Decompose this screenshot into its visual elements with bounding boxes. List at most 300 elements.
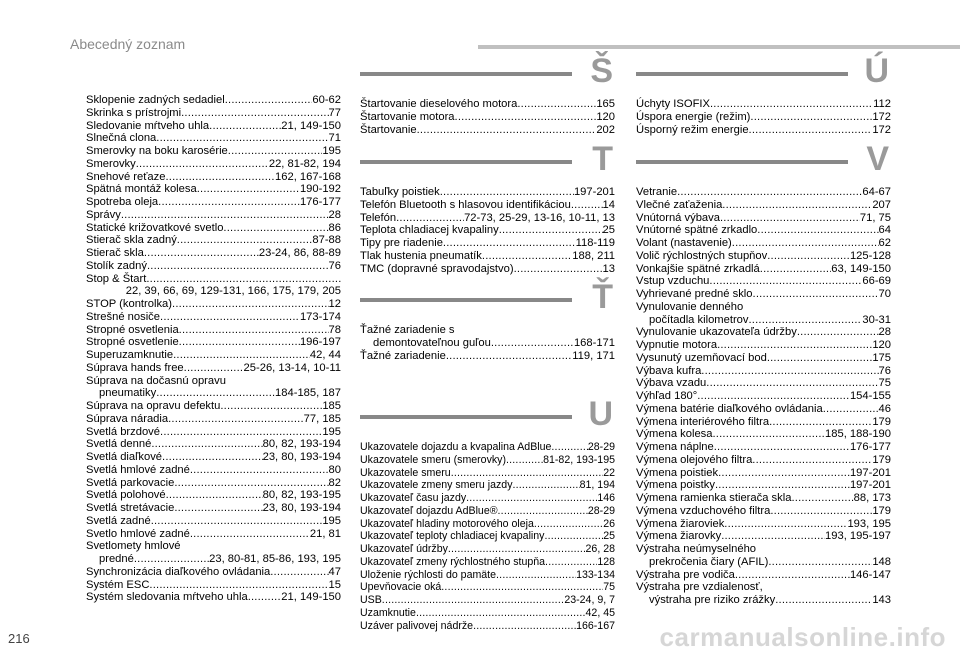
index-entry-label: Vlečné zaťaženia bbox=[636, 198, 723, 211]
index-entry-label: Výmena náplne bbox=[636, 441, 714, 453]
index-entry-pages: 28 bbox=[328, 208, 341, 221]
leader-dots bbox=[147, 260, 329, 273]
index-entry-pages: 62 bbox=[878, 237, 891, 249]
leader-dots bbox=[466, 492, 597, 505]
index-entry bbox=[360, 350, 615, 363]
index-entry bbox=[86, 222, 341, 235]
leader-dots bbox=[768, 556, 872, 569]
leader-dots bbox=[149, 579, 328, 592]
section-header bbox=[360, 52, 615, 98]
index-entry-label: Štartovanie dieselového motora bbox=[360, 98, 518, 110]
index-entry-pages-continued: 22, 39, 66, 69, 129-131, 166, 175, 179, 205 bbox=[125, 285, 341, 298]
index-entry bbox=[636, 441, 891, 454]
index-entry-pages: 21, 149-150 bbox=[281, 591, 341, 604]
leader-dots bbox=[717, 339, 872, 352]
leader-dots bbox=[506, 454, 543, 467]
index-entry-label: Výmena žiaroviek bbox=[636, 517, 725, 530]
leader-dots bbox=[160, 426, 322, 439]
index-entry-label: Výmena interiérového filtra bbox=[636, 415, 770, 428]
leader-dots bbox=[770, 505, 872, 518]
index-entry bbox=[636, 403, 891, 416]
index-column-1 bbox=[86, 94, 341, 604]
index-entry-label: Stierač skla bbox=[86, 247, 144, 259]
index-entry-pages: 21, 81 bbox=[309, 527, 341, 540]
leader-dots bbox=[451, 467, 604, 480]
index-entry-label: Výstraha pre vodiča bbox=[636, 568, 735, 581]
index-entry-pages: 146 bbox=[597, 492, 615, 504]
index-entry bbox=[360, 111, 615, 124]
index-entry-pages: 143 bbox=[872, 594, 891, 606]
section-divider-line bbox=[360, 160, 572, 164]
index-entry-heading: Výstraha pre vzdialenosť, bbox=[636, 581, 763, 594]
index-entry-pages: 78 bbox=[328, 323, 341, 336]
index-entry-pages: 42, 45 bbox=[585, 606, 615, 619]
section-letter: Ť bbox=[592, 278, 613, 316]
index-entry-label: Upevňovacie oká bbox=[360, 581, 442, 594]
index-entry-pages: 88, 173 bbox=[853, 492, 891, 504]
index-section bbox=[360, 52, 615, 136]
index-entry-label: Vonkajšie spätné zrkadlá bbox=[636, 262, 760, 275]
index-entry bbox=[360, 467, 615, 480]
leader-dots bbox=[223, 222, 328, 235]
index-entry-pages: 23-24, 9, 7 bbox=[564, 594, 615, 606]
index-entry bbox=[86, 273, 341, 286]
leader-dots bbox=[791, 492, 853, 505]
index-entry-label: Ukazovateľ zmeny rýchlostného stupňa bbox=[360, 555, 546, 568]
section-header bbox=[636, 52, 891, 98]
index-entry-pages: 207 bbox=[872, 198, 891, 211]
index-entry bbox=[360, 594, 615, 607]
leader-dots bbox=[706, 377, 878, 390]
index-entry-label: Tipy pre riadenie bbox=[360, 237, 443, 249]
index-entry-label: Ukazovateľ dojazdu AdBlue® bbox=[360, 504, 498, 517]
leader-dots bbox=[713, 428, 826, 441]
index-entry bbox=[636, 492, 891, 505]
section-header bbox=[360, 278, 615, 324]
index-entry-label: Vnútorné spätné zrkadlo bbox=[636, 224, 758, 237]
index-entry-heading: Vynulovanie denného bbox=[636, 300, 744, 313]
index-entry bbox=[636, 518, 891, 531]
leader-dots bbox=[173, 349, 310, 362]
index-entry-label: počítadla kilometrov bbox=[649, 313, 749, 326]
index-entry bbox=[636, 377, 891, 390]
index-entry bbox=[360, 124, 615, 137]
index-entry bbox=[636, 224, 891, 237]
leader-dots bbox=[499, 224, 603, 237]
index-entry bbox=[636, 186, 891, 199]
section-header bbox=[360, 140, 615, 186]
index-entry-pages: 190-192 bbox=[299, 183, 341, 196]
index-entry-pages: 22, 81-82, 194 bbox=[268, 157, 341, 170]
index-entry-label: Skrinka s prístrojmi bbox=[86, 106, 182, 119]
index-entry bbox=[86, 528, 341, 541]
index-entry bbox=[360, 581, 615, 594]
index-entry bbox=[636, 275, 891, 288]
index-entry-label: Tabuľky poistiek bbox=[360, 186, 440, 198]
section-entries bbox=[636, 98, 891, 136]
index-entry-label: Stierač skla zadný bbox=[86, 234, 177, 247]
index-entry-label: Stropné osvetlenia bbox=[86, 323, 179, 336]
index-entry-label: pneumatiky bbox=[99, 387, 157, 400]
index-entry-label: Úsporný režim energie bbox=[636, 123, 749, 136]
leader-dots bbox=[121, 209, 329, 222]
leader-dots bbox=[767, 352, 873, 365]
index-entry-pages: 28 bbox=[878, 326, 891, 339]
leader-dots bbox=[551, 441, 587, 454]
leader-dots bbox=[749, 124, 873, 137]
index-entry bbox=[86, 158, 341, 171]
index-entry bbox=[360, 237, 615, 250]
index-entry-heading: Ťažné zariadenie s bbox=[360, 324, 455, 336]
index-entry-pages: 15 bbox=[328, 578, 341, 591]
leader-dots bbox=[534, 518, 603, 531]
index-entry bbox=[636, 263, 891, 276]
index-entry-pages: 133-134 bbox=[576, 568, 615, 581]
index-entry-label: prekročenia čiary (AFIL) bbox=[649, 555, 769, 568]
leader-dots bbox=[146, 273, 341, 286]
index-entry bbox=[86, 515, 341, 528]
watermark: carmanualsonline.info bbox=[659, 622, 946, 652]
leader-dots bbox=[162, 451, 263, 464]
index-entry-pages: 66-69 bbox=[862, 275, 891, 288]
index-entry-label: Súprava hands free bbox=[86, 361, 184, 374]
index-entry-label: Súprava náradia bbox=[86, 412, 169, 425]
index-entry-pages: 22 bbox=[603, 466, 615, 479]
index-entry-label: demontovateľnou guľou bbox=[373, 336, 491, 349]
leader-dots bbox=[496, 569, 576, 582]
index-entry-label: Stop & Štart bbox=[86, 272, 147, 285]
index-entry bbox=[86, 553, 341, 566]
index-entry-label: Štartovanie motora bbox=[360, 110, 455, 123]
index-entry bbox=[86, 311, 341, 324]
leader-dots bbox=[440, 186, 574, 199]
index-entry bbox=[636, 530, 891, 543]
index-entry bbox=[86, 477, 341, 490]
index-entry-pages: 75 bbox=[878, 377, 891, 390]
index-entry-pages: 193, 195-197 bbox=[825, 530, 891, 543]
index-entry-label: Výmena vzduchového filtra bbox=[636, 504, 771, 517]
index-entry-label: Statické križovatkové svetlo bbox=[86, 221, 224, 234]
index-entry-label: Výmena batérie diaľkového ovládania bbox=[636, 402, 823, 415]
leader-dots bbox=[714, 441, 850, 454]
leader-dots bbox=[517, 98, 596, 111]
section-header bbox=[360, 395, 615, 441]
index-entry-label: Vysunutý uzemňovací bod bbox=[636, 351, 767, 364]
index-entry-pages: 26, 28 bbox=[585, 543, 615, 555]
index-entry bbox=[360, 505, 615, 518]
index-entry-label: STOP (kontrolka) bbox=[86, 298, 173, 310]
index-section bbox=[360, 278, 615, 362]
index-entry-pages: 128 bbox=[597, 555, 615, 568]
index-entry bbox=[636, 339, 891, 352]
index-entry bbox=[360, 607, 615, 620]
leader-dots bbox=[168, 413, 304, 426]
index-entry bbox=[360, 454, 615, 467]
leader-dots bbox=[179, 336, 300, 349]
index-entry bbox=[636, 416, 891, 429]
section-letter: Ú bbox=[864, 52, 889, 90]
index-entry-label: výstraha pre riziko zrážky bbox=[649, 594, 776, 606]
index-entry-pages: 81, 194 bbox=[579, 479, 615, 492]
index-entry-label: Výmena poistky bbox=[636, 479, 715, 492]
index-entry bbox=[636, 111, 891, 124]
index-entry bbox=[86, 579, 341, 592]
index-entry-label: Tlak hustenia pneumatík bbox=[360, 249, 482, 262]
leader-dots bbox=[701, 365, 878, 378]
leader-dots bbox=[677, 186, 862, 199]
index-entry bbox=[86, 196, 341, 209]
section-entries bbox=[360, 441, 615, 632]
leader-dots bbox=[760, 263, 832, 276]
index-entry bbox=[86, 362, 341, 375]
index-entry-label: Ukazovateľ času jazdy bbox=[360, 492, 467, 504]
leader-dots bbox=[767, 250, 850, 263]
index-entry bbox=[636, 454, 891, 467]
index-entry-pages: 188, 211 bbox=[572, 249, 615, 262]
leader-dots bbox=[177, 234, 313, 247]
section-divider-line bbox=[360, 415, 572, 419]
section-divider-line bbox=[360, 72, 572, 76]
index-entry-label: Ukazovateľ teploty chladiacej kvapaliny bbox=[360, 530, 545, 543]
index-entry-label: Svetlo hmlové zadné bbox=[86, 527, 190, 540]
index-entry-pages: 166-167 bbox=[576, 619, 615, 632]
leader-dots bbox=[514, 263, 603, 276]
index-entry-label: Snehové reťaze bbox=[86, 170, 166, 183]
index-entry-pages: 23-24, 86, 88-89 bbox=[258, 247, 341, 259]
index-entry-pages: 46 bbox=[878, 402, 891, 415]
index-entry-label: Stropné osvetlenie bbox=[86, 336, 179, 349]
index-entry-pages: 120 bbox=[596, 110, 615, 123]
section-letter: U bbox=[588, 395, 613, 433]
index-entry bbox=[86, 489, 341, 502]
index-entry-pages: 82 bbox=[328, 476, 341, 489]
leader-dots bbox=[749, 314, 863, 327]
index-entry-label: Súprava na opravu defektu bbox=[86, 400, 221, 412]
index-entry-pages: 64 bbox=[878, 224, 891, 237]
section-entries bbox=[636, 186, 891, 607]
index-entry-label: Svetlá polohové bbox=[86, 489, 166, 502]
index-entry-label: Svetlá parkovacie bbox=[86, 476, 175, 489]
leader-dots bbox=[225, 94, 313, 107]
index-entry-pages: 146-147 bbox=[849, 568, 891, 581]
index-entry-pages: 81-82, 193-195 bbox=[543, 453, 615, 466]
index-entry-pages: 176-177 bbox=[849, 441, 891, 453]
index-entry-pages: 25 bbox=[603, 530, 615, 543]
index-entry bbox=[636, 326, 891, 339]
index-entry-label: Uloženie rýchlosti do pamäte bbox=[360, 568, 497, 581]
index-entry bbox=[636, 505, 891, 518]
index-entry-pages: 162, 167-168 bbox=[275, 170, 341, 183]
index-entry-pages: 72-73, 25-29, 13-16, 10-11, 13 bbox=[464, 211, 615, 224]
index-entry-pages: 165 bbox=[596, 98, 615, 110]
index-entry bbox=[86, 247, 341, 260]
index-entry bbox=[86, 94, 341, 107]
index-entry-pages: 23, 80, 193-194 bbox=[262, 502, 341, 514]
index-entry-label: Svetlá zadné bbox=[86, 514, 151, 527]
index-entry-pages: 197-201 bbox=[573, 186, 615, 198]
index-entry-pages: 197-201 bbox=[849, 479, 891, 492]
index-entry-label: Uzamknutie bbox=[360, 606, 416, 619]
leader-dots bbox=[179, 324, 329, 337]
index-entry-pages: 197-201 bbox=[849, 466, 891, 479]
index-entry bbox=[636, 569, 891, 582]
leader-dots bbox=[158, 196, 300, 209]
leader-dots bbox=[382, 594, 565, 607]
index-entry-pages: 77, 185 bbox=[303, 412, 341, 425]
index-entry-pages: 195 bbox=[322, 145, 341, 157]
index-entry-pages: 119, 171 bbox=[572, 349, 615, 362]
index-entry bbox=[86, 145, 341, 158]
leader-dots bbox=[722, 199, 872, 212]
index-entry bbox=[636, 352, 891, 365]
index-entry-pages: 185, 188-190 bbox=[825, 428, 891, 441]
index-entry-pages: 175 bbox=[872, 351, 891, 364]
index-entry-label: Výmena olejového filtra bbox=[636, 453, 753, 466]
leader-dots bbox=[823, 403, 879, 416]
index-entry-label: Výmena kolesa bbox=[636, 428, 713, 441]
leader-dots bbox=[220, 400, 322, 413]
index-section bbox=[636, 140, 891, 607]
index-entry bbox=[86, 120, 341, 133]
leader-dots bbox=[718, 467, 850, 480]
index-entry-pages: 63, 149-150 bbox=[831, 262, 891, 275]
index-entry-pages: 185 bbox=[322, 400, 341, 412]
index-entry-label: Stolík zadný bbox=[86, 259, 147, 272]
leader-dots bbox=[482, 250, 572, 263]
index-entry-label: Vyhrievané predné sklo bbox=[636, 288, 753, 300]
index-entry-label: Superuzamknutie bbox=[86, 349, 174, 361]
index-entry bbox=[360, 518, 615, 531]
index-entry-label: predné bbox=[99, 553, 134, 565]
index-entry bbox=[86, 209, 341, 222]
leader-dots bbox=[151, 438, 262, 451]
leader-dots bbox=[443, 237, 576, 250]
leader-dots bbox=[441, 581, 603, 594]
index-entry-label: TMC (dopravné spravodajstvo) bbox=[360, 262, 514, 275]
index-entry-label: Štartovanie bbox=[360, 123, 417, 136]
index-entry bbox=[86, 451, 341, 464]
index-entry bbox=[86, 183, 341, 196]
index-entry-label: Telefón Bluetooth s hlasovou identifikáciou bbox=[360, 198, 571, 211]
index-entry-pages: 14 bbox=[602, 198, 615, 211]
leader-dots bbox=[455, 111, 597, 124]
index-entry bbox=[360, 199, 615, 212]
index-entry-label: Výmena ramienka stierača skla bbox=[636, 492, 792, 504]
index-entry-label: Výmena poistiek bbox=[636, 466, 719, 479]
section-divider-line bbox=[636, 72, 848, 76]
leader-dots bbox=[498, 505, 588, 518]
section-letter: V bbox=[866, 140, 889, 178]
index-entry bbox=[360, 263, 615, 276]
index-entry bbox=[86, 438, 341, 451]
index-entry bbox=[636, 98, 891, 111]
index-entry-label: Úspora energie (režim) bbox=[636, 110, 751, 123]
leader-dots bbox=[732, 237, 879, 250]
leader-dots bbox=[735, 569, 850, 582]
index-entry-pages: 64-67 bbox=[862, 186, 891, 198]
index-entry-label: Výbava kufra bbox=[636, 364, 702, 377]
index-entry-pages: 42, 44 bbox=[309, 349, 341, 361]
index-entry-label: Ťažné zariadenie bbox=[360, 349, 446, 362]
index-entry-pages: 23, 80, 193-194 bbox=[262, 451, 341, 463]
index-entry-label: Vnútorná výbava bbox=[636, 211, 720, 224]
leader-dots bbox=[448, 543, 586, 556]
index-entry bbox=[360, 479, 615, 492]
index-entry-label: Ukazovatele smeru (smerovky) bbox=[360, 453, 506, 466]
index-entry-label: Slnečná clona bbox=[86, 132, 157, 145]
index-entry bbox=[360, 337, 615, 350]
section-entries bbox=[360, 98, 615, 136]
index-entry-label: Ukazovateľ hladiny motorového oleja bbox=[360, 517, 534, 530]
index-entry-label: Smerovky bbox=[86, 157, 136, 170]
leader-dots bbox=[197, 183, 300, 196]
leader-dots bbox=[571, 199, 603, 212]
index-entry-pages: 75 bbox=[603, 581, 615, 594]
index-entry bbox=[86, 426, 341, 439]
index-entry bbox=[636, 124, 891, 137]
leader-dots bbox=[715, 479, 850, 492]
leader-dots bbox=[184, 362, 244, 375]
index-entry bbox=[360, 224, 615, 237]
leader-dots bbox=[491, 337, 574, 350]
index-entry bbox=[86, 324, 341, 337]
leader-dots bbox=[750, 111, 872, 124]
leader-dots bbox=[181, 107, 328, 120]
index-entry bbox=[636, 288, 891, 301]
index-section bbox=[636, 52, 891, 136]
leader-dots bbox=[174, 477, 328, 490]
index-entry-label: Systém ESC bbox=[86, 578, 150, 591]
index-entry bbox=[636, 556, 891, 569]
index-entry bbox=[360, 98, 615, 111]
index-entry-pages: 125-128 bbox=[849, 249, 891, 262]
index-entry bbox=[636, 467, 891, 480]
leader-dots bbox=[721, 530, 825, 543]
leader-dots bbox=[166, 489, 263, 502]
leader-dots bbox=[144, 247, 259, 260]
index-entry-pages: 184-185, 187 bbox=[275, 387, 341, 400]
index-entry bbox=[86, 591, 341, 604]
index-entry bbox=[360, 250, 615, 263]
index-entry bbox=[636, 250, 891, 263]
index-entry-pages: 196-197 bbox=[299, 336, 341, 349]
index-entry-pages: 77 bbox=[328, 106, 341, 119]
index-entry bbox=[636, 365, 891, 378]
leader-dots bbox=[709, 275, 862, 288]
leader-dots bbox=[752, 454, 872, 467]
index-entry bbox=[636, 428, 891, 441]
index-entry-pages: 195 bbox=[322, 425, 341, 438]
index-entry-label: Vstup vzduchu bbox=[636, 275, 710, 288]
leader-dots bbox=[248, 591, 282, 604]
index-entry bbox=[636, 314, 891, 327]
index-entry-label: Spätná montáž kolesa bbox=[86, 183, 197, 196]
section-divider-line bbox=[636, 160, 848, 164]
index-entry-label: Ukazovateľ údržby bbox=[360, 543, 448, 555]
index-entry-label: Telefón bbox=[360, 211, 397, 224]
index-entry-label: Svetlá brzdové bbox=[86, 425, 161, 438]
index-entry-label: Teplota chladiacej kvapaliny bbox=[360, 224, 499, 237]
index-entry-pages: 172 bbox=[872, 123, 891, 136]
section-letter: T bbox=[592, 140, 613, 178]
leader-dots bbox=[753, 288, 879, 301]
index-entry-label: Výhľad 180° bbox=[636, 390, 698, 402]
index-entry-label: Svetlá denné bbox=[86, 438, 152, 451]
index-entry bbox=[636, 199, 891, 212]
index-entry-pages: 28-29 bbox=[587, 441, 615, 453]
index-entry-pages: 13 bbox=[602, 262, 615, 275]
index-entry-label: Systém sledovania mŕtveho uhla bbox=[86, 591, 248, 604]
